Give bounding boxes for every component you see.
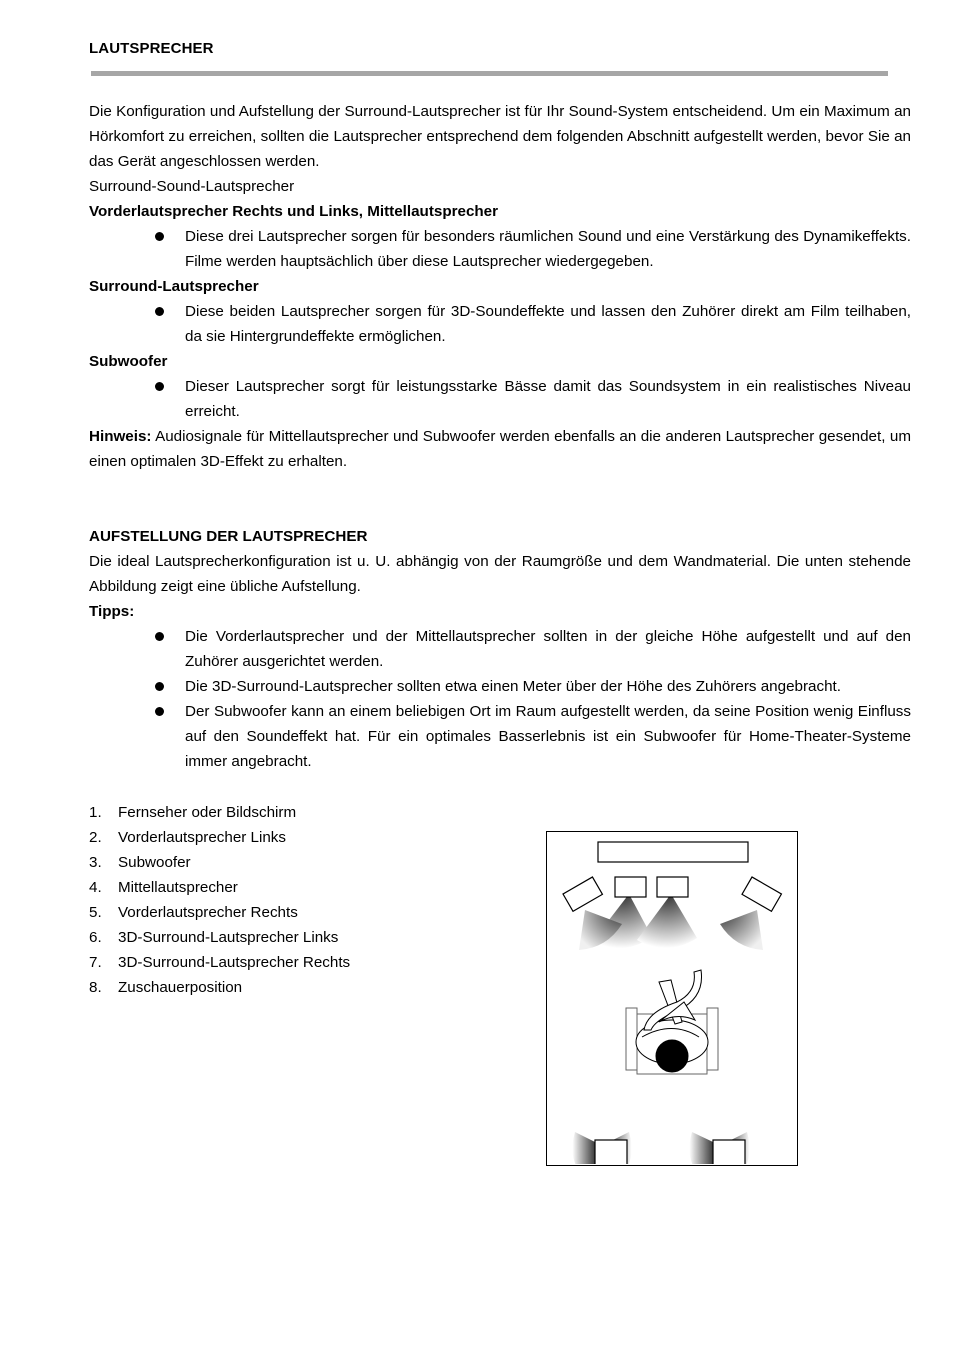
legend-number: 8.: [89, 979, 102, 996]
legend-label: Mittellautsprecher: [118, 879, 238, 896]
legend-number: 2.: [89, 829, 102, 846]
speaker-sound-cone: [637, 894, 697, 948]
tip-text: Die Vorderlautsprecher und der Mittellautsprecher sollten in der gleiche Höhe aufgestellt und auf den Zuhörer ausgerichtet werden.: [185, 628, 911, 670]
speaker-sound-cone: [720, 910, 763, 950]
note-text: Audiosignale für Mittellautsprecher und Subwoofer werden ebenfalls an die anderen Lautsprecher gesendet, um einen optimalen 3D-Effekt zu erhalten.: [89, 428, 911, 470]
legend-number: 3.: [89, 854, 102, 871]
listener-position-icon: [626, 970, 718, 1074]
subwoofer-icon: [657, 877, 688, 897]
legend-label: Fernseher oder Bildschirm: [118, 804, 297, 821]
bullet-text: Dieser Lautsprecher sorgt für leistungsstarke Bässe damit das Soundsystem in ein realistisches Niveau erreicht.: [185, 378, 911, 420]
page-title: LAUTSPRECHER: [89, 40, 214, 57]
note-paragraph: [89, 424, 911, 474]
legend-number: 7.: [89, 954, 102, 971]
title-divider: [91, 71, 888, 76]
note-label: Hinweis:: [89, 428, 152, 445]
legend-number: 5.: [89, 904, 102, 921]
legend-number: 6.: [89, 929, 102, 946]
bullet-front-speakers: [153, 224, 911, 274]
legend-label: Zuschauerposition: [118, 979, 243, 996]
tip-item: [153, 624, 911, 674]
tip-text: Der Subwoofer kann an einem beliebigen Ort im Raum aufgestellt werden, da seine Position wenig Einfluss auf den Soundeffekt hat. Für ein optimales Basserlebnis ist ein Subwoofer für Home-Theater-Systeme immer angebracht.: [185, 703, 911, 770]
legend-number: 1.: [89, 804, 102, 821]
legend-label: Vorderlautsprecher Rechts: [118, 904, 298, 921]
section-heading-subwoofer: Subwoofer: [89, 353, 168, 370]
section-heading-surround-speakers: Surround-Lautsprecher: [89, 278, 259, 295]
placement-heading: AUFSTELLUNG DER LAUTSPRECHER: [89, 528, 368, 545]
surround-right-speaker-icon: [713, 1140, 745, 1164]
tip-text: Die 3D-Surround-Lautsprecher sollten etwa einen Meter über der Höhe des Zuhörers angebracht.: [185, 678, 841, 695]
surround-left-speaker-icon: [595, 1140, 627, 1164]
tip-item: [153, 699, 911, 774]
legend-label: 3D-Surround-Lautsprecher Rechts: [118, 954, 351, 971]
front-right-speaker-icon: [742, 877, 781, 911]
room-layout-illustration: [547, 832, 796, 1164]
bullet-surround-speakers: [153, 299, 911, 349]
intro-subtitle: Surround-Sound-Lautsprecher: [89, 178, 295, 195]
bullet-text: Diese drei Lautsprecher sorgen für besonders räumlichen Sound und eine Verstärkung des Dynamikeffekts. Filme werden hauptsächlich über diese Lautsprecher wiedergegeben.: [185, 228, 911, 270]
section-heading-front-speakers: Vorderlautsprecher Rechts und Links, Mittellautsprecher: [89, 203, 499, 220]
legend-label: Vorderlautsprecher Links: [118, 829, 286, 846]
placement-paragraph: Die ideal Lautsprecherkonfiguration ist u. U. abhängig von der Raumgröße und dem Wandmaterial. Die unten stehende Abbildung zeigt eine übliche Aufstellung.: [89, 553, 911, 595]
front-left-speaker-icon: [563, 877, 602, 911]
legend-number: 4.: [89, 879, 102, 896]
legend-label: Subwoofer: [118, 854, 191, 871]
bullet-subwoofer: [153, 374, 911, 424]
bullet-text: Diese beiden Lautsprecher sorgen für 3D-Soundeffekte und lassen den Zuhörer direkt am Film teilhaben, da sie Hintergrundeffekte ermöglichen.: [185, 303, 911, 345]
speaker-sound-cone: [572, 1132, 595, 1164]
legend-label: 3D-Surround-Lautsprecher Links: [118, 929, 339, 946]
tip-item: [153, 674, 911, 699]
speaker-sound-cone: [689, 1132, 713, 1164]
intro-paragraph: Die Konfiguration und Aufstellung der Surround-Lautsprecher ist für Ihr Sound-System entscheidend. Um ein Maximum an Hörkomfort zu erreichen, sollten die Lautsprecher entsprechend dem folgenden Abschnitt aufgestellt werden, bevor Sie an das Gerät angeschlossen werden.: [89, 103, 911, 170]
tips-label: Tipps:: [89, 603, 135, 620]
speaker-placement-diagram: [546, 831, 798, 1166]
center-speaker-icon: [615, 877, 646, 897]
tv-screen-icon: [598, 842, 748, 862]
